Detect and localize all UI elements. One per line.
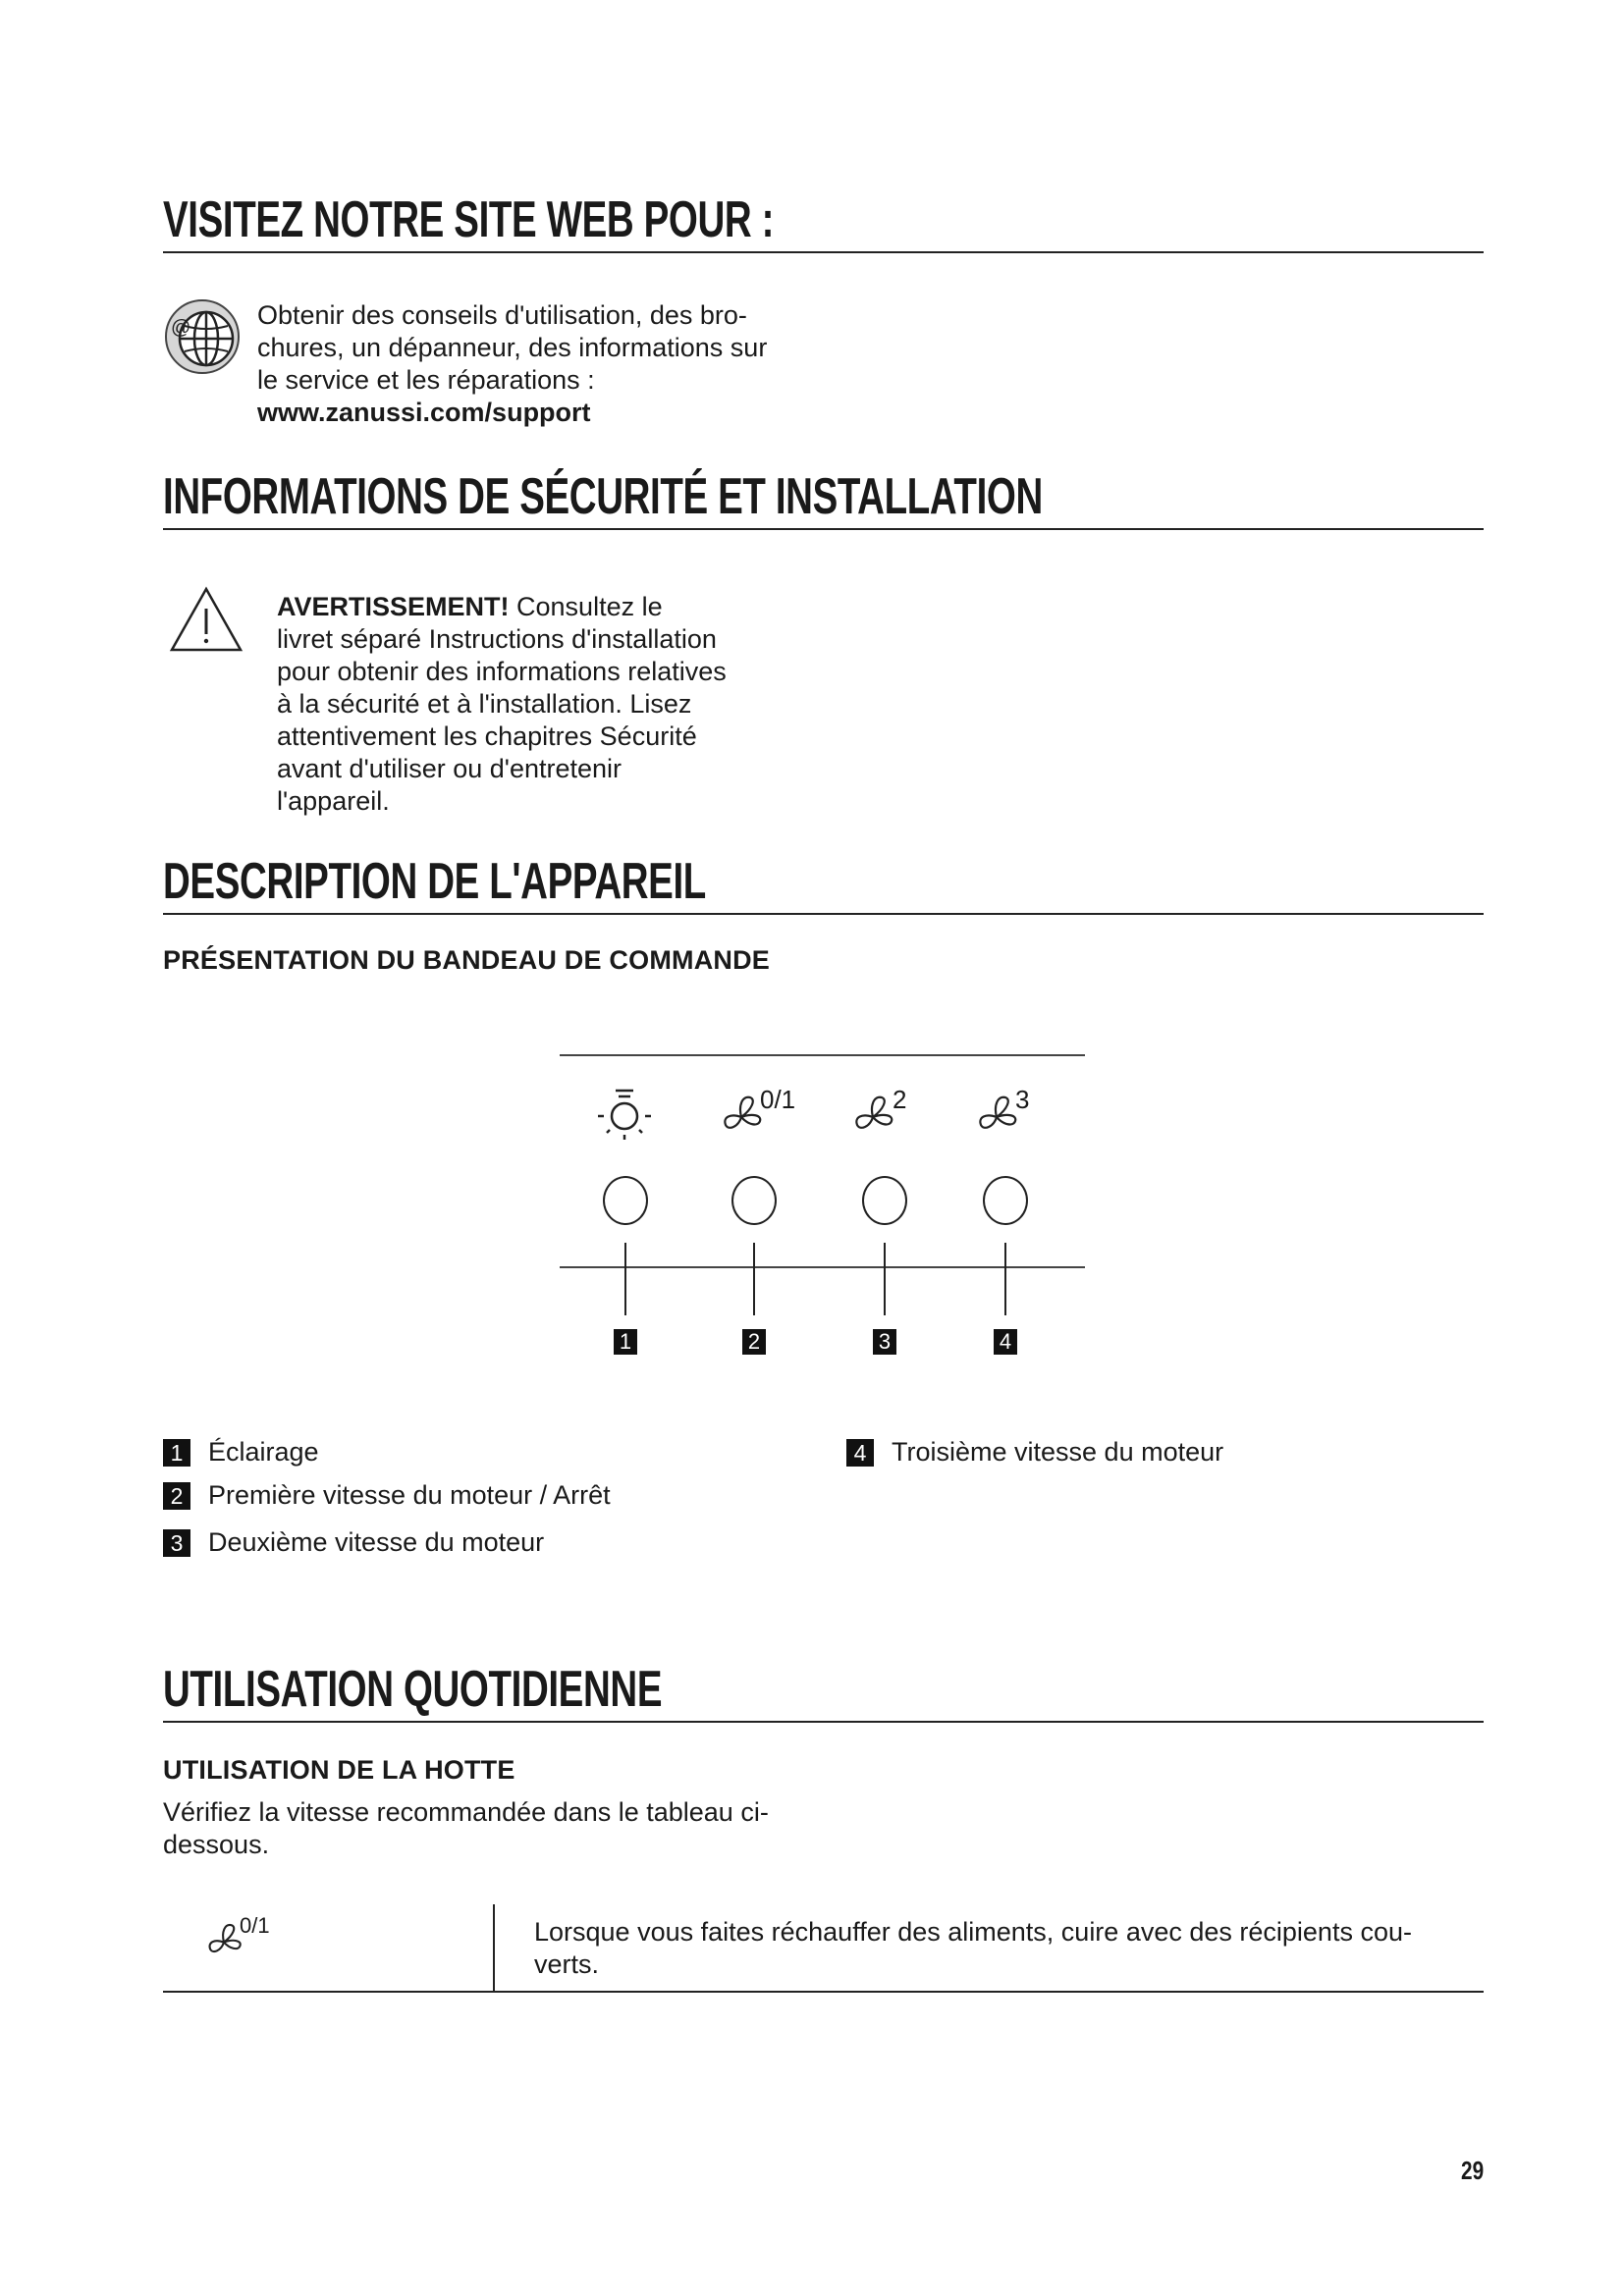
warning-triangle-icon [169,585,244,654]
speed-superscript: 2 [893,1085,907,1114]
text-line: Lorsque vous faites réchauffer des aliments, cuire avec des récipients cou- [534,1917,1412,1947]
legend-number: 2 [163,1482,190,1510]
legend-number: 1 [163,1439,190,1467]
text-line: chures, un dépanneur, des informations sur [257,333,768,362]
text-line: à la sécurité et à l'installation. Lisez [277,689,692,719]
light-bulb-icon [595,1086,654,1141]
subsection-title-hood-use: UTILISATION DE LA HOTTE [163,1755,515,1785]
callout-number: 4 [994,1329,1017,1355]
page-number: 29 [1461,2156,1485,2185]
legend-label: Deuxième vitesse du moteur [208,1527,545,1557]
legend-label: Troisième vitesse du moteur [892,1437,1224,1467]
legend-item [163,1526,544,1559]
text-line: avant d'utiliser ou d'entretenir [277,754,623,783]
text-line: pour obtenir des informations relatives [277,657,727,686]
daily-use-intro [163,1796,769,1861]
legend-item [846,1436,1223,1468]
section-title-description: DESCRIPTION DE L'APPAREIL [163,853,706,910]
text-line: l'appareil. [277,786,390,816]
light-button[interactable] [603,1176,648,1225]
text-line: verts. [534,1949,600,1979]
warning-first-line [277,591,727,623]
leader-line [884,1243,886,1315]
leader-line [1004,1243,1006,1315]
globe-at-icon [163,294,242,379]
control-panel-diagram [560,1050,1085,1374]
warning-first-line-rest: Consultez le [509,592,663,621]
section-title-safety: INFORMATIONS DE SÉCURITÉ ET INSTALLATION [163,468,1043,525]
website-text [257,299,767,429]
section-rule [163,528,1484,530]
section-title-website: VISITEZ NOTRE SITE WEB POUR : [163,191,775,248]
text-line: Vérifiez la vitesse recommandée dans le tableau ci- [163,1797,769,1827]
text-line: Obtenir des conseils d'utilisation, des bro- [257,300,747,330]
fan-icon [204,1920,244,1959]
section-title-daily-use: UTILISATION QUOTIDIENNE [163,1661,663,1718]
subsection-title-control-panel: PRÉSENTATION DU BANDEAU DE COMMANDE [163,945,771,975]
speed-superscript: 0/1 [240,1913,270,1938]
text-line: livret séparé Instructions d'installation [277,624,717,654]
svg-text:@: @ [171,317,191,339]
table-column-divider [493,1904,495,1993]
section-rule [163,1721,1484,1723]
callout-number: 3 [873,1329,896,1355]
fan-icon [719,1092,764,1137]
speed-1-button[interactable] [731,1176,777,1225]
legend-number: 3 [163,1529,190,1557]
speed-table [163,1904,1484,1993]
table-bottom-rule [163,1991,1484,1993]
panel-top-edge [560,1054,1085,1056]
text-line: le service et les réparations : [257,365,595,395]
legend-label: Première vitesse du moteur / Arrêt [208,1480,611,1510]
legend-item [163,1479,611,1512]
legend-label: Éclairage [208,1437,319,1467]
leader-line [624,1243,626,1315]
speed-3-button[interactable] [983,1176,1028,1225]
callout-number: 1 [614,1329,637,1355]
text-line: dessous. [163,1830,270,1859]
text-line: attentivement les chapitres Sécurité [277,721,697,751]
callout-number: 2 [742,1329,766,1355]
section-rule [163,251,1484,253]
legend-item [163,1436,319,1468]
speed-2-button[interactable] [862,1176,907,1225]
legend-number: 4 [846,1439,874,1467]
fan-icon [850,1092,895,1137]
warning-text [277,591,727,818]
warning-label: AVERTISSEMENT! [277,592,510,621]
support-link[interactable]: www.zanussi.com/support [257,398,591,427]
section-rule [163,913,1484,915]
fan-icon [974,1092,1019,1137]
speed-superscript: 3 [1015,1085,1030,1114]
table-row-description [534,1916,1412,1981]
speed-superscript: 0/1 [760,1085,796,1114]
leader-line [753,1243,755,1315]
